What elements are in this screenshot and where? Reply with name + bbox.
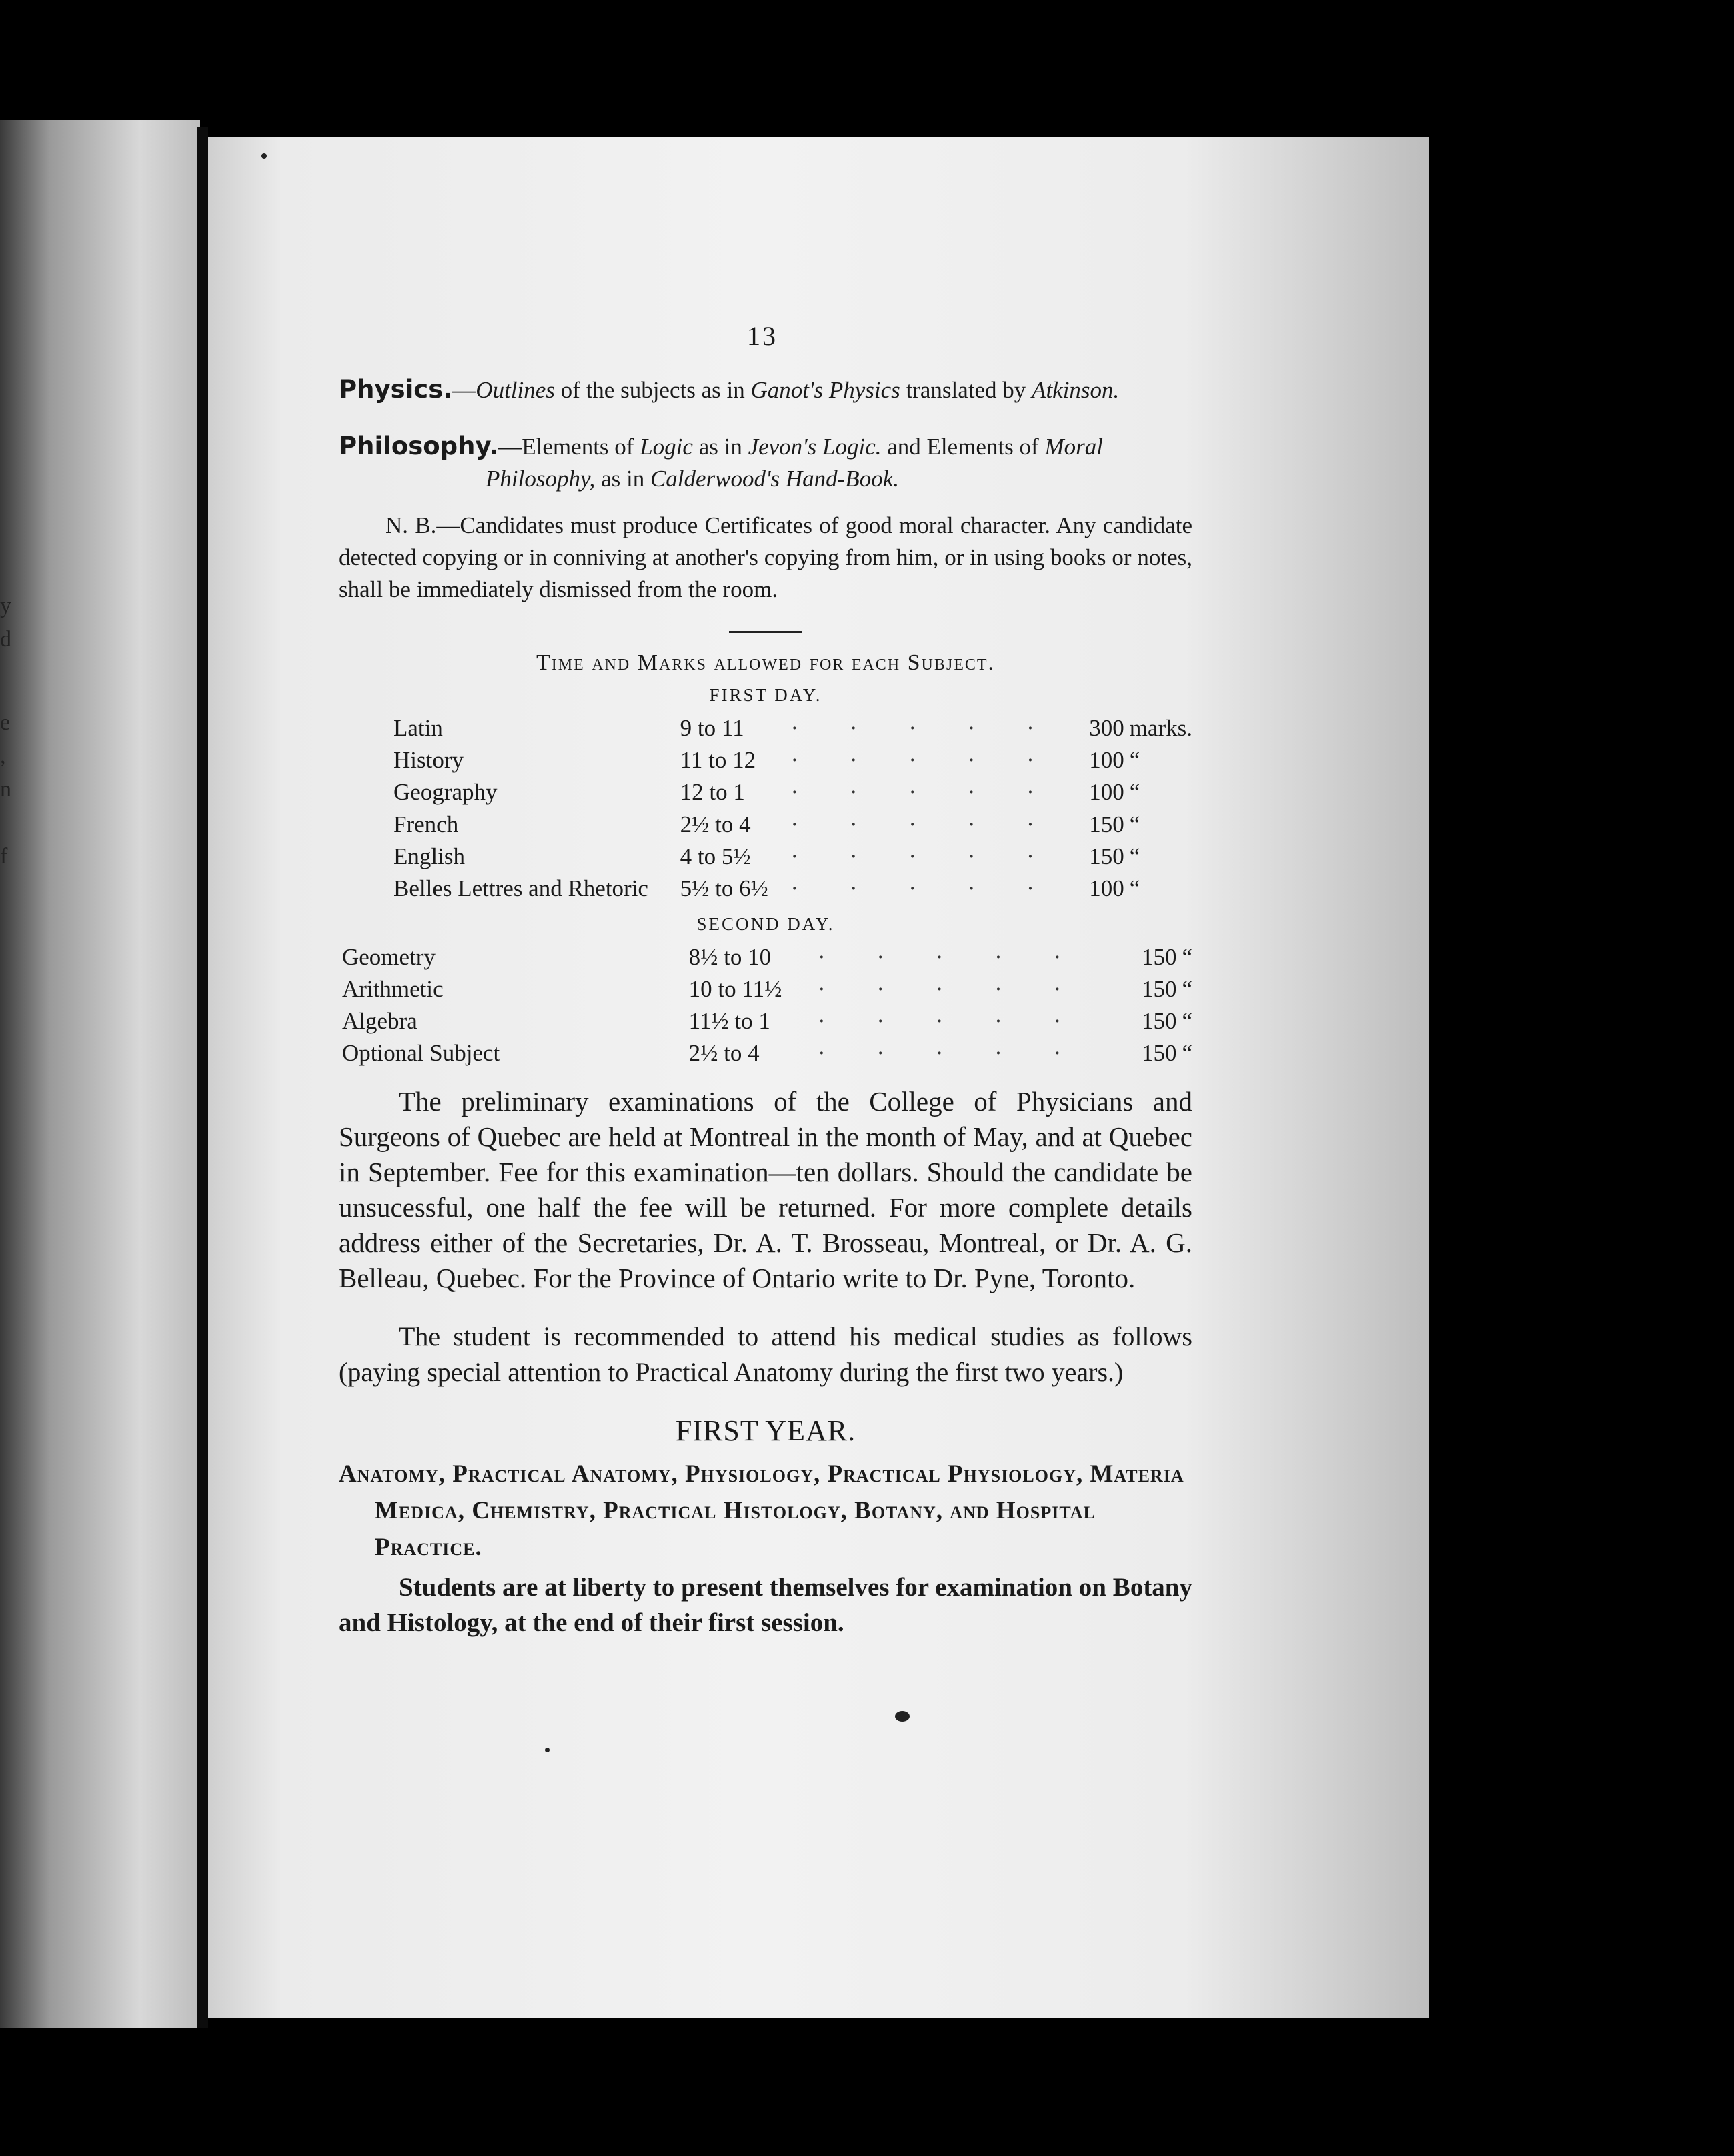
philosophy-heading: Philosophy.	[339, 432, 499, 460]
marks-cell: 150	[1089, 843, 1124, 869]
physics-text-1: of the subjects as in	[554, 377, 751, 403]
subject-cell: Latin	[393, 715, 443, 741]
physics-heading: Physics.	[339, 375, 453, 404]
marks-unit: “	[1129, 811, 1140, 837]
philosophy-logic: Logic	[640, 434, 693, 460]
schedule-row	[342, 1005, 1192, 1037]
marks-cell: 300	[1089, 715, 1124, 741]
leader-dots: · · · · ·	[790, 811, 1057, 837]
physics-dash: —	[452, 377, 476, 403]
philosophy-text-2: as in	[692, 434, 748, 460]
schedule-row	[393, 873, 1192, 905]
marks-unit: “	[1129, 843, 1140, 869]
subject-cell: Belles Lettres and Rhetoric	[393, 875, 648, 901]
schedule-row	[342, 1037, 1192, 1069]
schedule-row	[393, 841, 1192, 873]
physics-outlines: Outlines	[476, 377, 555, 403]
page-content	[339, 374, 1192, 1640]
leader-dots: · · · · ·	[817, 1040, 1084, 1066]
physics-author: Atkinson.	[1032, 377, 1120, 403]
philosophy-text-1: —Elements of	[498, 434, 640, 460]
second-day-label: SECOND DAY.	[696, 914, 835, 934]
second-day-table	[342, 941, 1192, 1069]
marks-unit: “	[1182, 1040, 1192, 1066]
marks-cell: 150	[1141, 976, 1177, 1002]
leader-dots: · · · · ·	[790, 715, 1057, 741]
subject-cell: Geometry	[342, 944, 436, 970]
schedule-row	[342, 973, 1192, 1005]
subject-cell: English	[393, 843, 465, 869]
marks-unit: “	[1129, 747, 1140, 773]
subject-cell: Optional Subject	[342, 1040, 500, 1066]
physics-text-2: translated by	[900, 377, 1032, 403]
page-number: 13	[747, 321, 778, 351]
margin-char: f	[0, 844, 8, 869]
time-cell: 10 to 11½	[688, 976, 782, 1002]
first-day-table	[393, 712, 1192, 905]
ink-speck	[261, 153, 267, 159]
subject-cell: Algebra	[342, 1008, 417, 1034]
marks-cell: 150	[1141, 1008, 1177, 1034]
marks-unit: “	[1182, 1008, 1192, 1034]
philosophy-text-4: as in	[595, 466, 650, 492]
philosophy-entry	[339, 430, 1192, 495]
recommend-paragraph: The student is recommended to attend his medical studies as follows (paying special attention to Practical Anatomy during the first two years.)	[339, 1321, 1192, 1387]
subject-cell: Arithmetic	[342, 976, 444, 1002]
schedule-row	[393, 744, 1192, 776]
time-cell: 8½ to 10	[688, 944, 772, 970]
margin-char: y	[0, 594, 11, 618]
first-year-note: Students are at liberty to present themselves for examination on Botany and Histology, at the end of their first session.	[339, 1573, 1192, 1637]
time-cell: 4 to 5½	[680, 843, 751, 869]
first-day-label: FIRST DAY.	[709, 685, 822, 705]
book-gutter	[197, 127, 208, 2028]
philosophy-moral: Moral Philosophy,	[486, 434, 1103, 492]
schedule-row	[342, 941, 1192, 973]
leader-dots: · · · · ·	[790, 875, 1057, 901]
marks-unit: “	[1129, 779, 1140, 805]
margin-char: ,	[0, 744, 6, 768]
physics-book: Ganot's Physics	[750, 377, 900, 403]
physics-entry	[339, 374, 1192, 406]
first-year-heading: FIRST YEAR.	[675, 1414, 856, 1447]
time-cell: 2½ to 4	[680, 811, 751, 837]
time-cell: 2½ to 4	[688, 1040, 760, 1066]
margin-char: e	[0, 710, 11, 735]
ink-speck	[545, 1748, 550, 1752]
schedule-row	[393, 712, 1192, 744]
philosophy-book-2: Calderwood's Hand-Book.	[650, 466, 899, 492]
margin-char: n	[0, 777, 11, 802]
philosophy-text-3: and Elements of	[881, 434, 1045, 460]
leader-dots: · · · · ·	[817, 944, 1084, 970]
first-year-subjects: Anatomy, Practical Anatomy, Physiology, Practical Physiology, Materia Medica, Chemistry, Practical Histology, Botany, and Hospital Practice.	[339, 1460, 1184, 1561]
ink-speck	[895, 1711, 910, 1722]
marks-unit: “	[1182, 976, 1192, 1002]
marks-cell: 100	[1089, 747, 1124, 773]
philosophy-book-1: Jevon's Logic.	[748, 434, 882, 460]
preliminary-paragraph: The preliminary examinations of the College of Physicians and Surgeons of Quebec are held at Montreal in the month of May, and at Quebec in September. Fee for this examination—ten dollars. Should the candidate be unsucessful, one half the fee will be returned. For more complete details address either of the Secretaries, Dr. A. T. Brosseau, Montreal, or Dr. A. G. Belleau, Quebec. For the Province of Ontario write to Dr. Pyne, Toronto.	[339, 1086, 1192, 1293]
marks-cell: 150	[1141, 944, 1177, 970]
time-cell: 5½ to 6½	[680, 875, 768, 901]
marks-cell: 100	[1089, 779, 1124, 805]
section-rule	[729, 631, 802, 633]
schedule-row	[393, 776, 1192, 808]
leader-dots: · · · · ·	[790, 843, 1057, 869]
schedule-row	[393, 808, 1192, 841]
nota-bene: N. B.—Candidates must produce Certificates of good moral character. Any candidate detected copying or in conniving at another's copying from him, or in using books or notes, shall be immediately dismissed from the room.	[339, 512, 1192, 602]
subject-cell: French	[393, 811, 459, 837]
subject-cell: Geography	[393, 779, 498, 805]
marks-table-title: Time and Marks allowed for each Subject.	[536, 650, 996, 675]
leader-dots: · · · · ·	[817, 976, 1084, 1002]
marks-unit: “	[1182, 944, 1192, 970]
marks-cell: 100	[1089, 875, 1124, 901]
marks-cell: 150	[1141, 1040, 1177, 1066]
subject-cell: History	[393, 747, 464, 773]
marks-cell: 150	[1089, 811, 1124, 837]
margin-char: d	[0, 627, 11, 652]
leader-dots: · · · · ·	[817, 1008, 1084, 1034]
leader-dots: · · · · ·	[790, 747, 1057, 773]
marks-unit: “	[1129, 875, 1140, 901]
marks-unit: marks.	[1129, 715, 1192, 741]
time-cell: 9 to 11	[680, 715, 744, 741]
time-cell: 11½ to 1	[688, 1008, 770, 1034]
leader-dots: · · · · ·	[790, 779, 1057, 805]
time-cell: 12 to 1	[680, 779, 745, 805]
time-cell: 11 to 12	[680, 747, 756, 773]
previous-page-edge	[0, 120, 200, 2028]
